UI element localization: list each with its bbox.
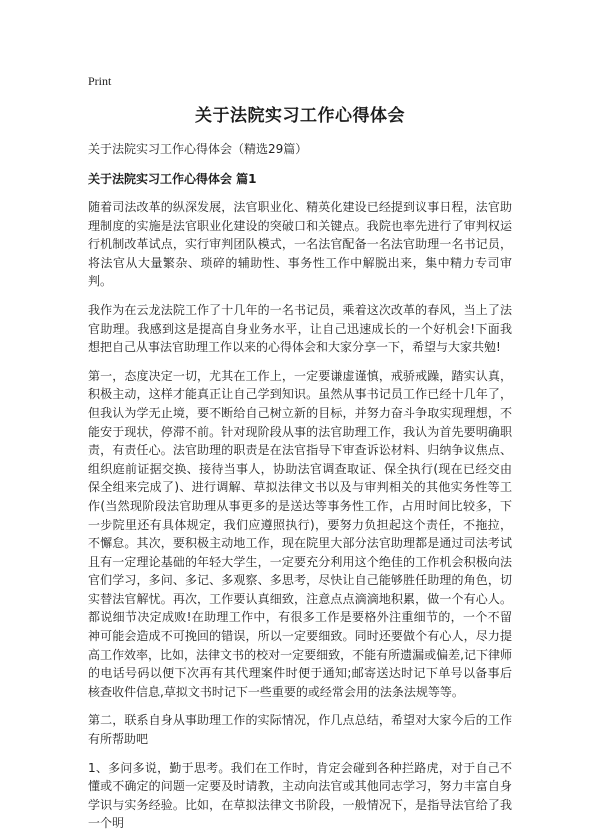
page-title: 关于法院实习工作心得体会	[195, 106, 405, 126]
paragraph-4: 第二，联系自身从事助理工作的实际情况，作几点总结，希望对大家今后的工作有所帮助吧	[88, 713, 512, 747]
document-subtitle: 关于法院实习工作心得体会（精选29篇）	[88, 142, 308, 156]
paragraph-1: 随着司法改革的纵深发展，法官职业化、精英化建设已经提到议事日程，法官助理制度的实施是法官职业化建设的突破口和关键点。我院也率先进行了审判权运行机制改革试点，实行审判团队模式，一名法官配备一名法官助理一名书记员，将法官从大量繁杂、琐碎的辅助性、事务性工作中解脱出来，集中精力专司审判。	[88, 200, 512, 289]
paragraph-5: 1、多问多说，勤于思考。我们在工作时，肯定会碰到各种拦路虎，对于自己不懂或不确定的问题一定要及时请教，主动向法官或其他同志学习，努力丰富自身学识与实务经验。比如，在草拟法律文书阶段，一般情况下，是指导法官给了我一个明	[88, 760, 512, 831]
print-link[interactable]: Print	[88, 74, 112, 88]
paragraph-2: 我作为在云龙法院工作了十几年的一名书记员，乘着这次改革的春风，当上了法官助理。我感到这是提高自身业务水平，让自己迅速成长的一个好机会!下面我想把自己从事法官助理工作以来的心得体会和大家分享一下，希望与大家共勉!	[88, 302, 512, 355]
paragraph-3: 第一，态度决定一切，尤其在工作上，一定要谦虚谨慎，戒骄戒躁，踏实认真，积极主动，这样才能真正让自己学到知识。虽然从事书记员工作已经十几年了，但我认为学无止境，要不断给自己树立新的目标，并努力奋斗争取实现理想，不能安于现状，停滞不前。针对现阶段从事的法官助理工作，我认为首先要明确职责，有责任心。法官助理的职责是在法官指导下审查诉讼材料、归纳争议焦点、组织庭前证据交换、接待当事人，协助法官调查取证、保全执行(现在已经交由保全组来完成了)、进行调解、草拟法律文书以及与审判相关的其他实务性等工作(当然现阶段法官助理从事更多的是送达等事务性工作，占用时间比较多，下一步院里还有具体规定，我们应遵照执行)，要努力负担起这个责任，不拖拉，不懈怠。其次，要积极主动地工作，现在院里大部分法官助理都是通过司法考试且有一定理论基础的年轻大学生，一定要充分利用这个绝佳的工作机会积极向法官们学习，多问、多记、多观察、多思考，尽快让自己能够胜任助理的角色，切实替法官解忧。再次，工作要认真细致，注意点点滴滴地积累，做一个有心人。都说细节决定成败!在助理工作中，有很多工作是要格外注重细节的，一个不留神可能会造成不可挽回的错误，所以一定要细致。同时还要做个有心人，尽力提高工作效率，比如，法律文书的校对一定要细致，不能有所遗漏或偏差,记下律师的电话号码以便下次再有其代理案件时便于通知;邮寄送达时记下单号以备事后核查收件信息,草拟文书时记下一些重要的或经常会用的法条法规等等。	[88, 368, 512, 699]
section-heading: 关于法院实习工作心得体会 篇1	[88, 172, 257, 186]
